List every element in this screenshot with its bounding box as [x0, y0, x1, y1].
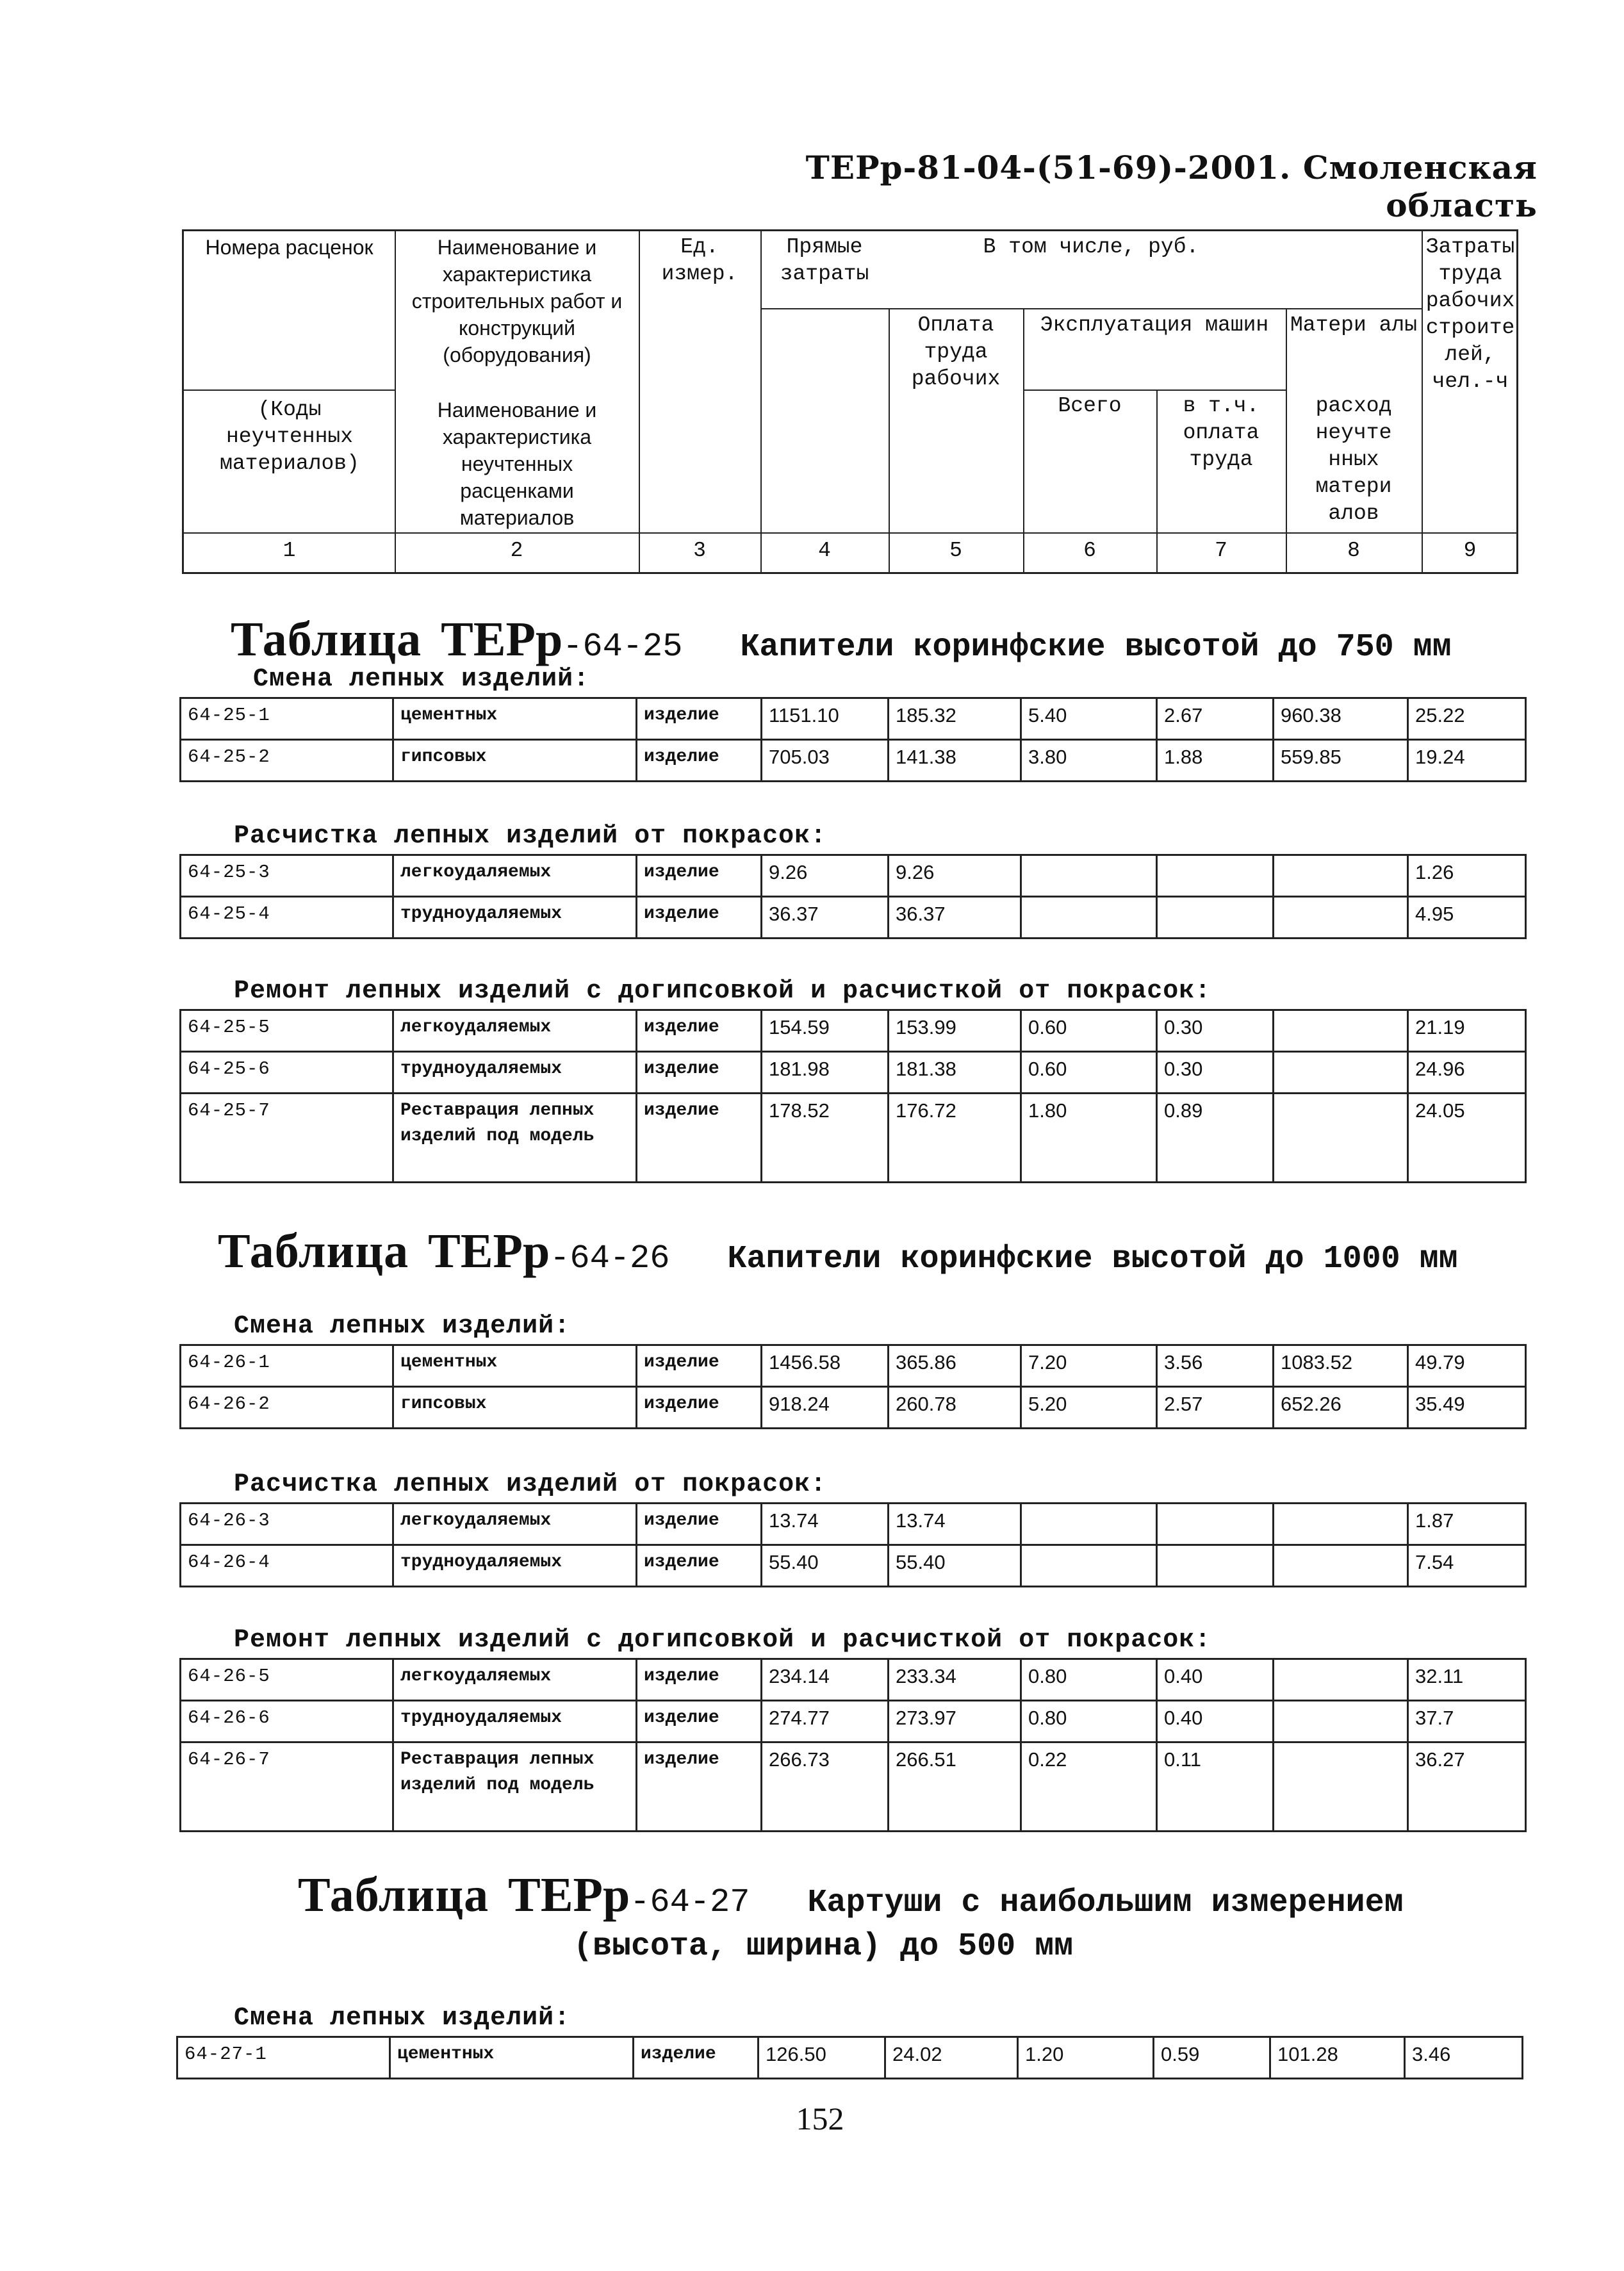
header-including: В том числе, руб. — [983, 235, 1199, 259]
labor-hours: 24.96 — [1408, 1052, 1526, 1094]
running-header: ТЕРр-81-04-(51-69)-2001. Смоленская область — [805, 149, 1538, 224]
header-materials: Матери алы — [1290, 313, 1418, 337]
work-name: Реставрация лепных изделий под модель — [393, 1742, 637, 1832]
unit: изделие — [637, 1545, 762, 1587]
table-row — [181, 1052, 1526, 1094]
header-unit: Ед. измер. — [661, 235, 738, 286]
machine-labor: 3.56 — [1157, 1345, 1274, 1387]
group-title: Расчистка лепных изделий от покрасок: — [234, 1470, 827, 1499]
column-number: 6 — [1083, 539, 1096, 562]
table-row — [181, 897, 1526, 939]
materials — [1274, 1094, 1408, 1183]
column-number: 8 — [1347, 539, 1360, 562]
direct-costs: 181.98 — [762, 1052, 889, 1094]
rates-table — [179, 1502, 1527, 1587]
materials — [1274, 855, 1408, 897]
rate-code: 64-25-4 — [181, 897, 393, 939]
materials — [1274, 1545, 1408, 1587]
labor-hours: 3.46 — [1405, 2037, 1523, 2079]
direct-costs: 36.37 — [762, 897, 889, 939]
labor-hours: 37.7 — [1408, 1701, 1526, 1742]
table-row — [181, 1387, 1526, 1429]
labor-hours: 24.05 — [1408, 1094, 1526, 1183]
table-row — [181, 698, 1526, 740]
group-title: Смена лепных изделий: — [253, 665, 590, 694]
unit: изделие — [637, 897, 762, 939]
machine-total: 5.20 — [1021, 1387, 1157, 1429]
column-number: 3 — [693, 539, 706, 562]
labor-hours: 1.87 — [1408, 1504, 1526, 1545]
labor-hours: 21.19 — [1408, 1010, 1526, 1052]
header-direct-costs: Прямые затраты — [780, 235, 869, 286]
machine-total — [1021, 897, 1157, 939]
work-name: гипсовых — [393, 1387, 637, 1429]
rates-table — [179, 854, 1527, 939]
worker-pay: 233.34 — [889, 1659, 1021, 1701]
work-name: трудноудаляемых — [393, 1545, 637, 1587]
rate-code: 64-27-1 — [177, 2037, 390, 2079]
rates-table — [179, 1658, 1527, 1832]
materials: 101.28 — [1270, 2037, 1405, 2079]
column-number: 4 — [818, 539, 831, 562]
unit: изделие — [637, 1345, 762, 1387]
work-name: легкоудаляемых — [393, 1010, 637, 1052]
direct-costs: 154.59 — [762, 1010, 889, 1052]
machine-labor: 0.30 — [1157, 1052, 1274, 1094]
machine-labor: 0.40 — [1157, 1701, 1274, 1742]
work-name: легкоудаляемых — [393, 1659, 637, 1701]
machine-labor: 0.89 — [1157, 1094, 1274, 1183]
labor-hours: 25.22 — [1408, 698, 1526, 740]
group-title: Расчистка лепных изделий от покрасок: — [234, 822, 827, 851]
machine-labor: 2.57 — [1157, 1387, 1274, 1429]
unit: изделие — [637, 1504, 762, 1545]
work-name: цементных — [390, 2037, 634, 2079]
unit: изделие — [637, 740, 762, 782]
direct-costs: 1151.10 — [762, 698, 889, 740]
machine-total: 7.20 — [1021, 1345, 1157, 1387]
table-row — [177, 2037, 1523, 2079]
header-machine-total: Всего — [1058, 394, 1122, 418]
direct-costs: 1456.58 — [762, 1345, 889, 1387]
unit: изделие — [637, 1701, 762, 1742]
machine-total: 0.22 — [1021, 1742, 1157, 1832]
rate-code: 64-26-2 — [181, 1387, 393, 1429]
machine-total: 0.60 — [1021, 1052, 1157, 1094]
rate-code: 64-26-6 — [181, 1701, 393, 1742]
materials — [1274, 1504, 1408, 1545]
machine-total — [1021, 1504, 1157, 1545]
unit: изделие — [637, 1659, 762, 1701]
labor-hours: 19.24 — [1408, 740, 1526, 782]
group-title: Ремонт лепных изделий с догипсовкой и расчисткой от покрасок: — [234, 1626, 1211, 1655]
column-number: 5 — [949, 539, 962, 562]
page-number: 152 — [796, 2101, 844, 2136]
machine-labor: 0.40 — [1157, 1659, 1274, 1701]
direct-costs: 178.52 — [762, 1094, 889, 1183]
machine-total — [1021, 855, 1157, 897]
machine-total: 0.60 — [1021, 1010, 1157, 1052]
header-machine-labor: в т.ч. оплата труда — [1183, 394, 1259, 471]
unit: изделие — [637, 1387, 762, 1429]
group-title: Смена лепных изделий: — [234, 2004, 571, 2033]
unit: изделие — [637, 698, 762, 740]
materials: 1083.52 — [1274, 1345, 1408, 1387]
group-title: Смена лепных изделий: — [234, 1312, 571, 1341]
machine-total: 0.80 — [1021, 1701, 1157, 1742]
direct-costs: 918.24 — [762, 1387, 889, 1429]
table-row — [181, 1010, 1526, 1052]
worker-pay: 141.38 — [889, 740, 1021, 782]
table-title: Таблица ТЕРр-64-26 Капители коринфские высотой до 1000 мм — [218, 1224, 1458, 1278]
header-labor-hours: Затраты труда рабочих строите лей, чел.-ч — [1425, 235, 1515, 393]
rate-code: 64-26-4 — [181, 1545, 393, 1587]
rates-table — [179, 697, 1527, 782]
machine-labor — [1157, 855, 1274, 897]
machine-total: 1.20 — [1018, 2037, 1154, 2079]
table-row — [181, 1701, 1526, 1742]
rates-table — [179, 1009, 1527, 1183]
machine-total — [1021, 1545, 1157, 1587]
work-name: легкоудаляемых — [393, 1504, 637, 1545]
labor-hours: 49.79 — [1408, 1345, 1526, 1387]
machine-total: 0.80 — [1021, 1659, 1157, 1701]
machine-labor: 0.11 — [1157, 1742, 1274, 1832]
machine-total: 5.40 — [1021, 698, 1157, 740]
group-title: Ремонт лепных изделий с догипсовкой и расчисткой от покрасок: — [234, 977, 1211, 1006]
unit: изделие — [637, 1094, 762, 1183]
direct-costs: 705.03 — [762, 740, 889, 782]
header-worker-pay: Оплата труда рабочих — [911, 313, 1001, 391]
direct-costs: 274.77 — [762, 1701, 889, 1742]
table-row — [181, 855, 1526, 897]
table-row — [181, 1345, 1526, 1387]
machine-labor — [1157, 1545, 1274, 1587]
materials — [1274, 1701, 1408, 1742]
worker-pay: 24.02 — [885, 2037, 1018, 2079]
machine-total: 3.80 — [1021, 740, 1157, 782]
table-title-continued: (высота, ширина) до 500 мм — [573, 1928, 1074, 1965]
rate-code: 64-26-7 — [181, 1742, 393, 1832]
rates-table — [179, 1344, 1527, 1429]
unit: изделие — [637, 855, 762, 897]
labor-hours: 35.49 — [1408, 1387, 1526, 1429]
machine-labor: 2.67 — [1157, 698, 1274, 740]
work-name: трудноудаляемых — [393, 1701, 637, 1742]
direct-costs: 266.73 — [762, 1742, 889, 1832]
materials — [1274, 1659, 1408, 1701]
work-name: трудноудаляемых — [393, 897, 637, 939]
worker-pay: 13.74 — [889, 1504, 1021, 1545]
rate-code: 64-26-5 — [181, 1659, 393, 1701]
table-row — [181, 1504, 1526, 1545]
unit: изделие — [634, 2037, 759, 2079]
direct-costs: 55.40 — [762, 1545, 889, 1587]
table-row — [181, 740, 1526, 782]
table-row — [181, 1659, 1526, 1701]
work-name: гипсовых — [393, 740, 637, 782]
table-title: Таблица ТЕРр-64-27 Картуши с наибольшим измерением — [298, 1868, 1404, 1922]
unit: изделие — [637, 1052, 762, 1094]
worker-pay: 185.32 — [889, 698, 1021, 740]
unit: изделие — [637, 1742, 762, 1832]
machine-labor: 0.30 — [1157, 1010, 1274, 1052]
table-row — [181, 1094, 1526, 1183]
column-number: 7 — [1215, 539, 1227, 562]
table-row — [181, 1742, 1526, 1832]
rate-code: 64-25-7 — [181, 1094, 393, 1183]
work-name: трудноудаляемых — [393, 1052, 637, 1094]
worker-pay: 260.78 — [889, 1387, 1021, 1429]
table-row — [181, 1545, 1526, 1587]
header-work-name: Наименование и характеристика строительных работ и конструкций (оборудования) — [411, 236, 623, 366]
rate-code: 64-25-3 — [181, 855, 393, 897]
table-title: Таблица ТЕРр-64-25 Капители коринфские высотой до 750 мм — [231, 612, 1452, 666]
direct-costs: 13.74 — [762, 1504, 889, 1545]
rate-code: 64-25-1 — [181, 698, 393, 740]
direct-costs: 126.50 — [759, 2037, 885, 2079]
labor-hours: 4.95 — [1408, 897, 1526, 939]
machine-labor — [1157, 1504, 1274, 1545]
worker-pay: 55.40 — [889, 1545, 1021, 1587]
header-material-name: Наименование и характеристика неучтенных расценками материалов — [437, 398, 597, 529]
column-number: 9 — [1463, 539, 1477, 562]
header-unaccounted-codes: (Коды неучтенных материалов) — [220, 398, 359, 475]
labor-hours: 1.26 — [1408, 855, 1526, 897]
rate-code: 64-25-2 — [181, 740, 393, 782]
machine-labor: 0.59 — [1154, 2037, 1270, 2079]
machine-labor: 1.88 — [1157, 740, 1274, 782]
work-name: цементных — [393, 1345, 637, 1387]
rates-table — [176, 2036, 1523, 2079]
column-header-table — [182, 229, 1518, 574]
unit: изделие — [637, 1010, 762, 1052]
header-rate-numbers: Номера расценок — [205, 236, 373, 259]
direct-costs: 234.14 — [762, 1659, 889, 1701]
worker-pay: 176.72 — [889, 1094, 1021, 1183]
labor-hours: 36.27 — [1408, 1742, 1526, 1832]
worker-pay: 273.97 — [889, 1701, 1021, 1742]
materials — [1274, 1742, 1408, 1832]
direct-costs: 9.26 — [762, 855, 889, 897]
materials — [1274, 1052, 1408, 1094]
rate-code: 64-25-6 — [181, 1052, 393, 1094]
work-name: цементных — [393, 698, 637, 740]
labor-hours: 32.11 — [1408, 1659, 1526, 1701]
work-name: легкоудаляемых — [393, 855, 637, 897]
materials — [1274, 1010, 1408, 1052]
column-number: 2 — [510, 539, 523, 562]
worker-pay: 181.38 — [889, 1052, 1021, 1094]
worker-pay: 153.99 — [889, 1010, 1021, 1052]
work-name: Реставрация лепных изделий под модель — [393, 1094, 637, 1183]
materials: 559.85 — [1274, 740, 1408, 782]
rate-code: 64-25-5 — [181, 1010, 393, 1052]
header-machine-operation: Эксплуатация машин — [1040, 313, 1269, 337]
worker-pay: 36.37 — [889, 897, 1021, 939]
header-material-consumption: расход неучте нных матери алов — [1315, 394, 1392, 525]
materials: 960.38 — [1274, 698, 1408, 740]
worker-pay: 9.26 — [889, 855, 1021, 897]
labor-hours: 7.54 — [1408, 1545, 1526, 1587]
machine-total: 1.80 — [1021, 1094, 1157, 1183]
worker-pay: 365.86 — [889, 1345, 1021, 1387]
machine-labor — [1157, 897, 1274, 939]
materials: 652.26 — [1274, 1387, 1408, 1429]
column-number: 1 — [283, 539, 296, 562]
rate-code: 64-26-1 — [181, 1345, 393, 1387]
materials — [1274, 897, 1408, 939]
worker-pay: 266.51 — [889, 1742, 1021, 1832]
rate-code: 64-26-3 — [181, 1504, 393, 1545]
